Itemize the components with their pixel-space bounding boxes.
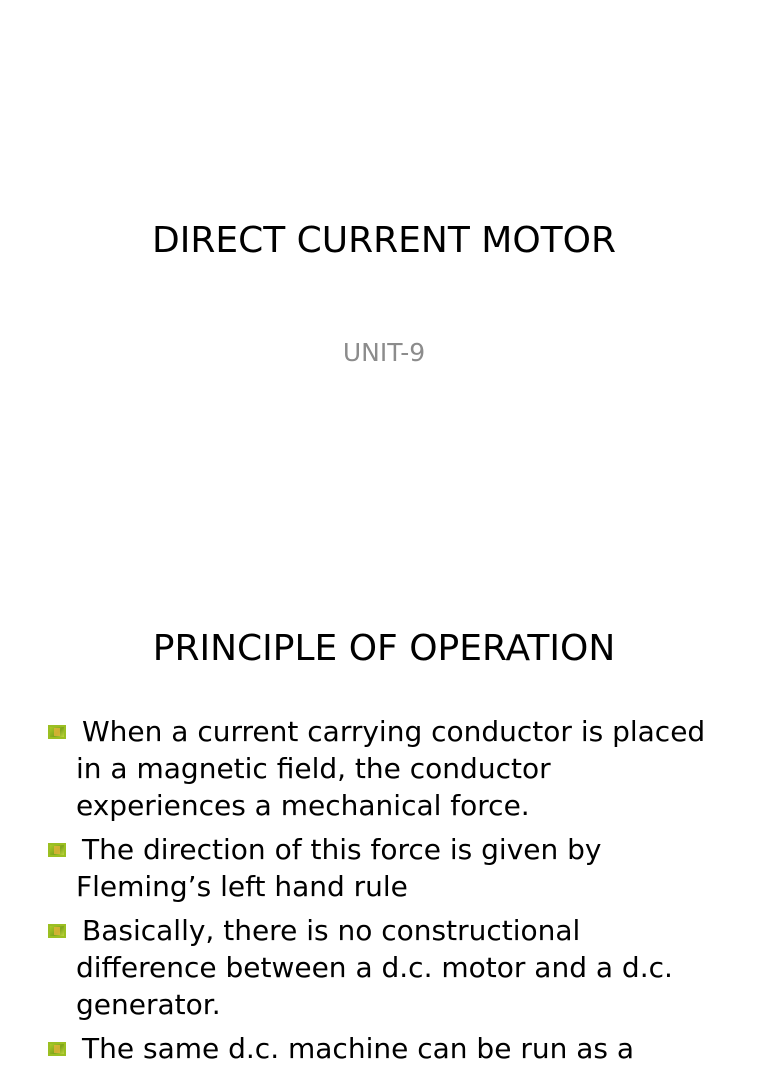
bullet-item (0, 912, 768, 1023)
bullet-square-icon (48, 843, 66, 857)
bullet-list (0, 713, 768, 1074)
slide-title: PRINCIPLE OF OPERATION (152, 628, 616, 669)
bullet-text: The direction of this force is given by Fleming’s left hand rule (76, 833, 602, 903)
bullet-square-icon (48, 1042, 66, 1056)
bullet-item (0, 1030, 768, 1067)
bullet-text: When a current carrying conductor is placed in a magnetic field, the conductor experiences a mechanical force. (76, 715, 706, 822)
bullet-text: Basically, there is no constructional difference between a d.c. motor and a d.c. generator. (76, 914, 673, 1021)
bullet-text: The same d.c. machine can be run as a (82, 1032, 635, 1065)
bullet-square-icon (48, 725, 66, 739)
bullet-item (0, 713, 768, 824)
content-slide (0, 560, 768, 1065)
slide-title: DIRECT CURRENT MOTOR (151, 220, 617, 261)
slide-subtitle: UNIT-9 (342, 338, 426, 367)
bullet-item (0, 831, 768, 905)
bullet-square-icon (48, 924, 66, 938)
